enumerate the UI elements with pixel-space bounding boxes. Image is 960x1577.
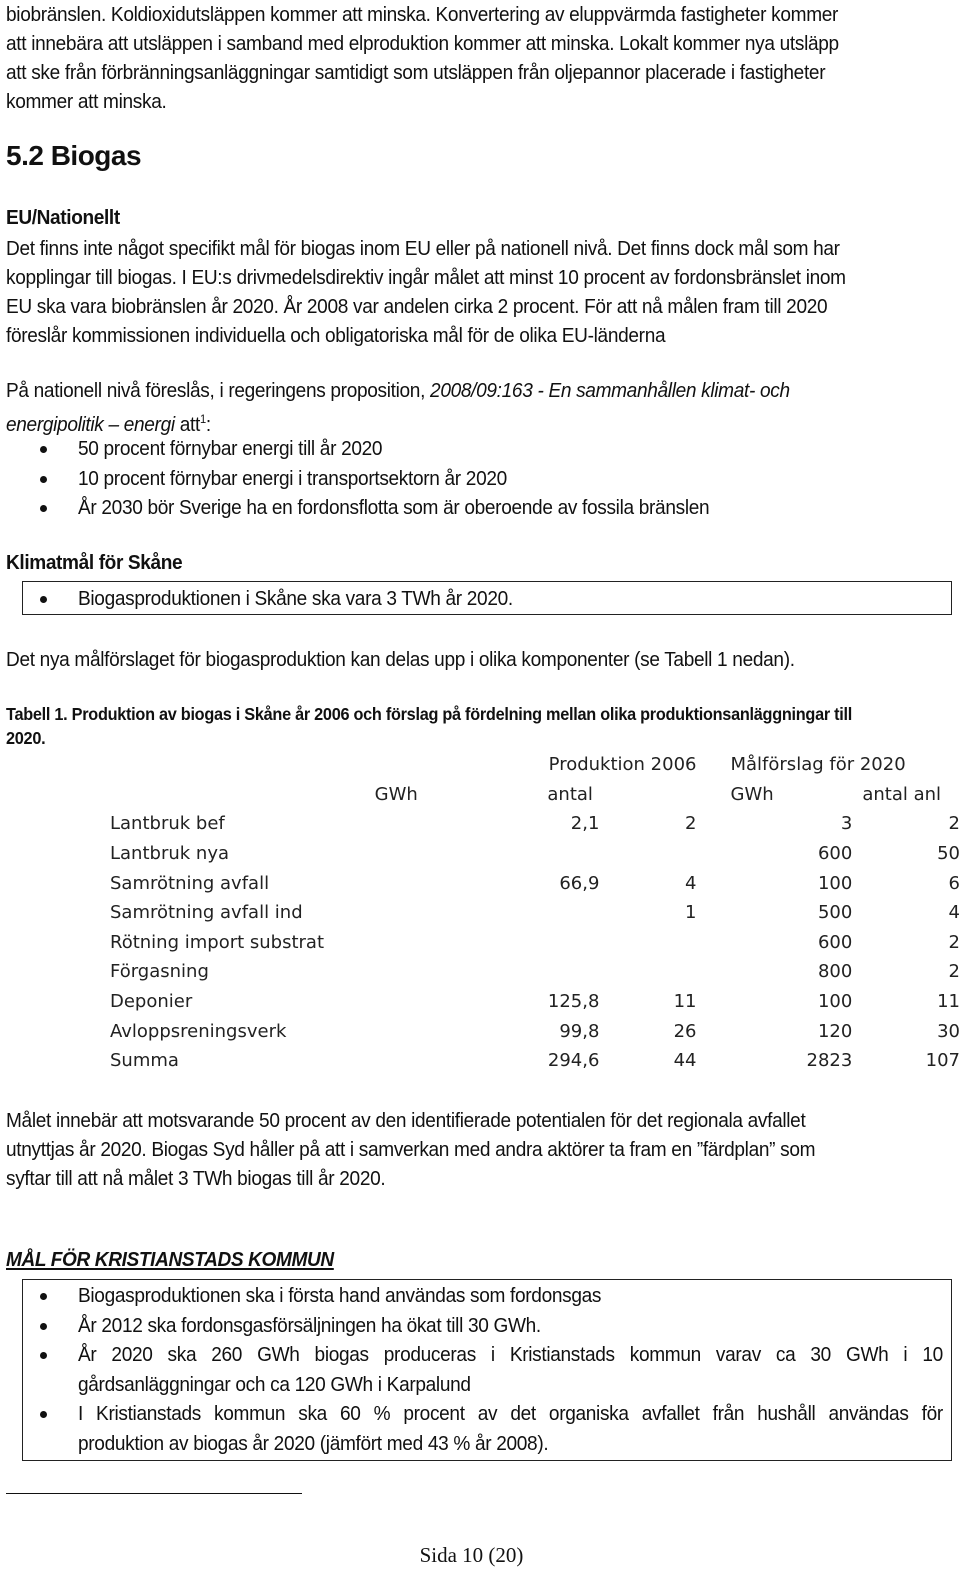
national-text: : — [205, 412, 211, 436]
table-cell: 6 — [948, 872, 960, 894]
table-header-cell — [104, 780, 371, 810]
bullet-icon — [40, 476, 47, 483]
table-caption — [6, 702, 936, 750]
list-item — [40, 1311, 960, 1341]
table-row — [104, 1046, 960, 1076]
table-row-label: Rötning import substrat — [110, 931, 325, 953]
kristianstad-heading: MÅL FÖR KRISTIANSTADS KOMMUN — [6, 1248, 334, 1271]
table-row — [104, 1016, 960, 1046]
table-header-label: antal — [547, 783, 593, 805]
list-item-text: Biogasproduktionen ska i första hand användas som fordonsgas — [78, 1284, 602, 1307]
list-item — [40, 464, 757, 494]
table-cell: 1 — [685, 902, 697, 924]
table-cell — [371, 898, 604, 928]
table-cell: 800 — [817, 961, 853, 983]
page-number: Sida 10 (20) — [419, 1543, 524, 1567]
national-paragraph — [6, 376, 945, 439]
table-cell: 100 — [817, 872, 853, 894]
table-row-label: Avloppsreningsverk — [110, 1020, 287, 1042]
table-cell: 3 — [840, 813, 853, 835]
table-cell: 120 — [817, 1020, 853, 1042]
after-table-line: utnyttjas år 2020. Biogas Syd håller på att i samverkan med andra aktörer ta fram en ”färdplan” som — [6, 1138, 816, 1161]
table-cell: 294,6 — [547, 1050, 600, 1072]
bullet-icon — [40, 1352, 47, 1359]
national-line-1 — [6, 376, 945, 405]
table-row-label: Deponier — [110, 991, 193, 1013]
after-table-paragraph — [6, 1106, 945, 1193]
list-item — [40, 1399, 960, 1458]
caption-text: Produktion av biogas i Skåne år 2006 och förslag på fördelning mellan olika produktionsanläggningar till — [67, 704, 853, 724]
table-group-header: Produktion 2006 — [548, 754, 697, 776]
eu-paragraph — [6, 234, 945, 350]
table-row — [104, 898, 960, 928]
table-cell: 2 — [685, 813, 697, 835]
table-row — [104, 809, 960, 839]
kristianstad-goal-list — [40, 1281, 960, 1458]
after-table-line: syftar till att nå målet 3 TWh biogas till år 2020. — [6, 1167, 386, 1190]
footnote-mark[interactable]: 1 — [199, 412, 206, 426]
table-cell — [603, 839, 696, 869]
table-cell: 11 — [673, 991, 697, 1013]
biogas-table — [104, 750, 960, 1076]
table-row — [104, 987, 960, 1017]
bullet-icon — [40, 1323, 47, 1330]
list-item — [40, 584, 546, 614]
table-header-cell — [104, 750, 371, 780]
table-header-cell: antal anl — [862, 783, 942, 805]
list-item-text: produktion av biogas år 2020 (jämfört med 43 % år 2008). — [78, 1431, 549, 1455]
table-row-label: Summa — [110, 1050, 179, 1072]
national-goals-list — [40, 434, 757, 523]
table-cell: 2 — [948, 813, 960, 835]
table-cell: 99,8 — [559, 1020, 600, 1042]
skane-goal-list — [40, 584, 546, 614]
eu-line: Det finns inte något specifikt mål för biogas inom EU eller på nationell nivå. Det finns dock mål som har — [6, 237, 840, 260]
table-cell: 600 — [817, 843, 853, 865]
table-row — [104, 868, 960, 898]
table-cell: 4 — [948, 902, 960, 924]
list-item — [40, 434, 757, 464]
bullet-icon — [40, 1411, 47, 1418]
table-header-cell — [547, 780, 696, 810]
after-table-line: Målet innebär att motsvarande 50 procent av den identifierade potentialen för det regionala avfallet — [6, 1109, 806, 1132]
list-item — [40, 1340, 960, 1399]
table-cell: 50 — [937, 843, 960, 865]
eu-heading: EU/Nationellt — [6, 206, 120, 229]
eu-line: föreslår kommissionen individuella och obligatoriska mål för de olika EU-länderna — [6, 324, 666, 347]
table-row-label: Samrötning avfall — [110, 872, 270, 894]
list-item-text: 10 procent förnybar energi i transportsektorn år 2020 — [78, 466, 507, 490]
list-item — [40, 493, 757, 523]
table-row — [104, 928, 960, 958]
eu-line: kopplingar till biogas. I EU:s drivmedelsdirektiv ingår målet att minst 10 procent av fordonsbränslet inom — [6, 266, 846, 289]
table-sub-header-row — [104, 780, 960, 810]
intro-line: att innebära att utsläppen i samband med elproduktion kommer att minska. Lokalt kommer nya utsläpp — [6, 32, 839, 55]
table-row-label: Lantbruk bef — [110, 813, 225, 835]
bullet-icon — [40, 505, 47, 512]
table-cell: 11 — [937, 991, 960, 1013]
table-cell: 66,9 — [559, 872, 600, 894]
intro-line: att ske från förbränningsanläggningar samtidigt som utsläppen från oljepannor placerade i fastigheter — [6, 61, 826, 84]
table-cell: 2 — [948, 931, 960, 953]
list-item-text: gårdsanläggningar och ca 120 GWh i Karpalund — [78, 1372, 471, 1396]
list-item-text: 50 procent förnybar energi till år 2020 — [78, 437, 383, 460]
table-row-label: Samrötning avfall ind — [110, 902, 303, 924]
list-item-text: År 2020 ska 260 GWh biogas produceras i Kristianstads kommun varav ca 30 GWh i 10 — [78, 1343, 943, 1366]
table-cell: 2823 — [806, 1050, 853, 1072]
intro-paragraph — [6, 0, 945, 116]
table-cell: 100 — [817, 991, 853, 1013]
national-text: På nationell nivå föreslås, i regeringens proposition, — [6, 379, 431, 402]
table-group-header: Målförslag för 2020 — [730, 754, 906, 776]
table-cell — [371, 957, 604, 987]
table-cell: 107 — [925, 1050, 960, 1072]
table-intro: Det nya målförslaget för biogasproduktion kan delas upp i olika komponenter (se Tabell 1 nedan). — [6, 648, 795, 671]
table-cell: 2 — [948, 961, 960, 983]
table-cell: 2,1 — [570, 813, 600, 835]
caption-text: 2020. — [6, 728, 46, 748]
list-item-text: I Kristianstads kommun ska 60 % procent av det organiska avfallet från hushåll användas för — [78, 1402, 943, 1425]
table-cell: 500 — [817, 902, 853, 924]
table-cell: 600 — [817, 931, 853, 953]
table-cell — [603, 928, 696, 958]
caption-label: Tabell 1. — [6, 704, 68, 724]
section-title: 5.2 Biogas — [6, 140, 142, 171]
list-item-text: Biogasproduktionen i Skåne ska vara 3 TWh år 2020. — [78, 587, 513, 610]
table-row — [104, 839, 960, 869]
table-row-label: Lantbruk nya — [110, 843, 229, 865]
bullet-icon — [40, 596, 47, 603]
bullet-icon — [40, 446, 47, 453]
national-text: att — [174, 412, 200, 436]
table-cell: 30 — [937, 1020, 960, 1042]
list-item — [40, 1281, 960, 1311]
eu-line: EU ska vara biobränslen år 2020. År 2008 var andelen cirka 2 procent. För att nå målen fram till 2020 — [6, 295, 828, 318]
intro-line: kommer att minska. — [6, 90, 167, 113]
table-cell: 44 — [673, 1050, 697, 1072]
skane-heading: Klimatmål för Skåne — [6, 551, 183, 574]
table-cell: 26 — [673, 1020, 697, 1042]
proposition-title-cont: energipolitik – energi — [6, 412, 175, 436]
footnote-separator — [6, 1493, 302, 1494]
bullet-icon — [40, 1293, 47, 1300]
proposition-title: 2008/09:163 - En sammanhållen klimat- och — [430, 379, 790, 402]
intro-line: biobränslen. Koldioxidutsläppen kommer att minska. Konvertering av eluppvärmda fastigheter kommer — [6, 3, 839, 26]
table-row-label: Förgasning — [110, 961, 209, 983]
table-header-cell: GWh — [374, 783, 418, 805]
table-row — [104, 957, 960, 987]
table-cell: 4 — [685, 872, 697, 894]
table-cell: 125,8 — [547, 991, 600, 1013]
list-item-text: År 2012 ska fordonsgasförsäljningen ha ökat till 30 GWh. — [78, 1313, 541, 1337]
list-item-text: År 2030 bör Sverige ha en fordonsflotta som är oberoende av fossila bränslen — [78, 496, 710, 519]
table-group-header-row — [104, 750, 960, 780]
table-cell — [603, 957, 696, 987]
table-cell — [371, 928, 604, 958]
table-cell — [371, 839, 604, 869]
table-header-cell: GWh — [730, 783, 774, 805]
